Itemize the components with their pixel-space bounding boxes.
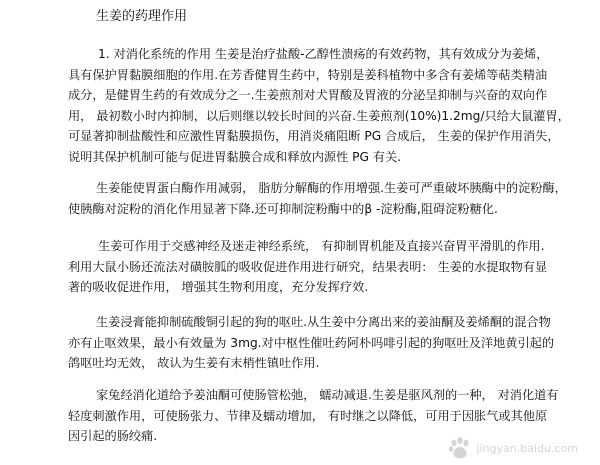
paragraph-line: 说明其保护机制可能与促进胃黏膜合成和释放内源性 PG 有关. [68, 149, 402, 164]
paragraph-line: 著的吸收促进作用， 增强其生物利用度，充分发挥疗效. [68, 280, 369, 295]
paragraph-line: 家兔经消化道给予姜油酮可使肠管松弛， 蠕动减退.生姜是驱风剂的一种， 对消化道有 [96, 388, 559, 402]
paragraph-line: 生姜可作用于交感神经及迷走神经系统， 有抑制胃机能及直接兴奋胃平滑肌的作用. [98, 239, 545, 253]
paragraph-line: 生姜能使胃蛋白酶作用减弱， 脂肪分解酶的作用增强.生姜可严重破坏胰酶中的淀粉酶， [96, 181, 567, 195]
paragraph-line: 具有保护胃黏膜细胞的作用.在芳香健胃生药中，特别是姜科植物中多含有姜烯等萜类精油 [68, 67, 548, 82]
paragraph-line: 亦有止呕效果，最小有效量为 3mg.对中枢性催吐药阿朴吗啡引起的狗呕吐及洋地黄引起的 [68, 335, 555, 350]
paragraph-line: 鸽呕吐均无效， 故认为生姜有末梢性镇吐作用. [68, 356, 320, 371]
paragraph-line: 成分，是健胃生药的有效成分之一.生姜煎剂对犬胃酸及胃液的分泌呈抑制与兴奋的双向作 [68, 88, 548, 103]
paragraph-line: 因引起的肠绞痛. [68, 429, 158, 444]
paragraph-line: 轻度刺激作用，可使肠张力、节律及蠕动增加， 有时继之以降低，可用于因胀气或其他原 [68, 408, 548, 423]
paragraph-nervous-system [68, 236, 588, 298]
paragraph-line: 可显著抑制盐酸性和应激性胃黏膜损伤，用消炎痛阻断 PG 合成后， 生姜的保护作用消失， [68, 129, 560, 144]
paragraph-line: 生姜浸膏能抑制硫酸铜引起的狗的呕吐.从生姜中分离出来的姜油酮及姜烯酮的混合物 [96, 315, 551, 329]
paragraph-line: 1. 对消化系统的作用 生姜是治疗盐酸-乙醇性溃疡的有效药物，其有效成分为姜烯， [98, 47, 549, 61]
paragraph-antiemetic [68, 312, 588, 374]
paragraph-line: 利用大鼠小肠还流法对磺胺胍的吸收促进作用进行研究，结果表明： 生姜的水提取物有显 [68, 259, 548, 274]
page-title: 生姜的药理作用 [96, 9, 188, 24]
paragraph-enzymes [68, 178, 588, 219]
paragraph-digestive-system [68, 44, 588, 168]
paragraph-intestinal [68, 385, 588, 447]
paragraph-line: 使胰酶对淀粉的消化作用显著下降.还可抑制淀粉酶中的β -淀粉酶,阻碍淀粉糖化. [68, 201, 498, 216]
paragraph-line: 用， 最初数小时内抑制，以后则继以较长时间的兴奋.生姜煎剂(10%)1.2mg/只给大鼠灌胃， [68, 108, 570, 123]
watermark-text: jingyan.baidu.com [476, 441, 578, 455]
